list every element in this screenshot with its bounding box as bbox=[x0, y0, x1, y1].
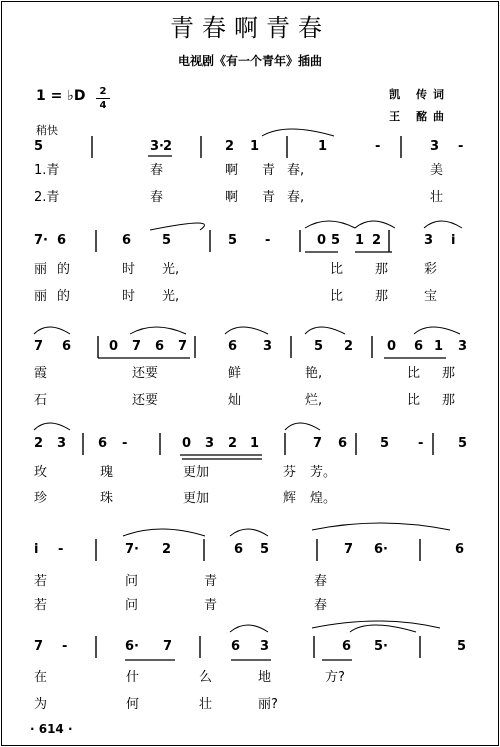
note: 6 bbox=[57, 233, 67, 248]
lyric-verse-1: 那 bbox=[442, 366, 456, 381]
note: i bbox=[34, 542, 39, 557]
lyric-verse-1: 更加 bbox=[183, 465, 210, 480]
note: 0 bbox=[387, 339, 397, 354]
lyric-verse-1: 瑰 bbox=[100, 465, 114, 480]
note: 6 bbox=[338, 436, 348, 451]
lyric-verse-2: 丽? bbox=[258, 697, 278, 712]
note: 5 bbox=[260, 542, 270, 557]
lyric-verse-1: 方? bbox=[325, 670, 345, 685]
lyric-verse-2: 壮 bbox=[430, 190, 444, 205]
note: 7 bbox=[344, 542, 354, 557]
dash-note: - bbox=[458, 139, 464, 154]
note: 6 bbox=[414, 339, 424, 354]
lyric-verse-1: 的 bbox=[57, 262, 71, 277]
note: 7 bbox=[132, 339, 142, 354]
note: 6 bbox=[98, 436, 108, 451]
lyric-verse-1: 比 bbox=[330, 262, 344, 277]
lyric-verse-1: 还要 bbox=[132, 366, 159, 381]
note: 5 bbox=[457, 639, 467, 654]
note: 6 bbox=[122, 233, 132, 248]
note: 2 bbox=[163, 139, 173, 154]
lyric-verse-2: 何 bbox=[126, 697, 140, 712]
key-signature: 1 = ♭D bbox=[36, 88, 86, 104]
time-divider bbox=[96, 98, 110, 99]
lyric-verse-1: 那 bbox=[375, 262, 389, 277]
lyric-verse-2: 2.青 bbox=[34, 190, 60, 205]
note: 0 bbox=[317, 233, 327, 248]
lyricist-credit: 凯 传词 bbox=[389, 88, 450, 101]
lyric-verse-2: 的 bbox=[57, 289, 71, 304]
lyric-verse-1: 芬 bbox=[283, 465, 297, 480]
note: 5 bbox=[458, 436, 468, 451]
lyric-verse-1: 彩 bbox=[424, 262, 438, 277]
lyric-verse-2: 若 bbox=[34, 598, 48, 613]
note: 2 bbox=[162, 542, 172, 557]
lyric-verse-2: 辉 bbox=[283, 491, 297, 506]
note: 5 bbox=[331, 233, 341, 248]
note: 2 bbox=[34, 436, 44, 451]
lyric-verse-2: 那 bbox=[375, 289, 389, 304]
note: 1 bbox=[250, 436, 260, 451]
dash-note: - bbox=[418, 436, 424, 451]
note: 6 bbox=[228, 339, 238, 354]
lyric-verse-1: 青 bbox=[262, 163, 276, 178]
note: 6 bbox=[455, 542, 465, 557]
lyric-verse-1: 时 bbox=[122, 262, 136, 277]
lyric-verse-1: 地 bbox=[258, 670, 272, 685]
lyric-verse-1: 芳。 bbox=[310, 465, 337, 480]
lyric-verse-1: 春 bbox=[150, 163, 164, 178]
lyric-verse-1: 问 bbox=[125, 574, 139, 589]
note: 1 bbox=[318, 139, 328, 154]
lyric-verse-2: 光, bbox=[162, 289, 180, 304]
note: 7 bbox=[34, 339, 44, 354]
lyric-verse-2: 更加 bbox=[183, 491, 210, 506]
lyric-verse-1: 在 bbox=[34, 670, 48, 685]
composer-credit: 王 酩曲 bbox=[389, 110, 450, 123]
lyric-verse-2: 壮 bbox=[199, 697, 213, 712]
note: 2 bbox=[225, 139, 235, 154]
note: 5· bbox=[374, 639, 388, 654]
dash-note: - bbox=[62, 639, 68, 654]
page-number: · 614 · bbox=[30, 722, 73, 736]
note: 0 bbox=[109, 339, 119, 354]
note: 7 bbox=[34, 639, 44, 654]
lyric-verse-1: 若 bbox=[34, 574, 48, 589]
lyric-verse-1: 么 bbox=[199, 670, 213, 685]
dash-note: - bbox=[265, 233, 271, 248]
note: 6 bbox=[155, 339, 165, 354]
lyric-verse-2: 比 bbox=[330, 289, 344, 304]
note: 6 bbox=[342, 639, 352, 654]
song-title: 青春啊青春 bbox=[170, 14, 330, 42]
lyric-verse-2: 时 bbox=[122, 289, 136, 304]
lyric-verse-2: 啊 bbox=[225, 190, 239, 205]
lyric-verse-2: 那 bbox=[442, 393, 456, 408]
lyric-verse-2: 问 bbox=[125, 598, 139, 613]
lyric-verse-1: 美 bbox=[430, 163, 444, 178]
note: 5 bbox=[34, 139, 44, 154]
lyric-verse-2: 丽 bbox=[34, 289, 48, 304]
note: 6 bbox=[234, 542, 244, 557]
note: i bbox=[451, 233, 456, 248]
note: 1 bbox=[355, 233, 365, 248]
note: 6· bbox=[125, 639, 139, 654]
note: 7 bbox=[163, 639, 173, 654]
lyric-verse-1: 比 bbox=[407, 366, 421, 381]
dash-note: - bbox=[58, 542, 64, 557]
lyric-verse-1: 青 bbox=[204, 574, 218, 589]
note: 3 bbox=[205, 436, 215, 451]
lyric-verse-1: 光, bbox=[162, 262, 180, 277]
note: 5 bbox=[314, 339, 324, 354]
dash-note: - bbox=[375, 139, 381, 154]
lyric-verse-1: 丽 bbox=[34, 262, 48, 277]
lyric-verse-1: 1.青 bbox=[34, 163, 60, 178]
lyric-verse-1: 鲜 bbox=[228, 366, 242, 381]
lyric-verse-2: 灿 bbox=[228, 393, 242, 408]
lyric-verse-2: 春 bbox=[314, 598, 328, 613]
note: 2 bbox=[228, 436, 238, 451]
lyric-verse-1: 什 bbox=[126, 670, 140, 685]
song-subtitle: 电视剧《有一个青年》插曲 bbox=[177, 54, 322, 68]
lyric-verse-2: 珠 bbox=[100, 491, 114, 506]
note: 3 bbox=[424, 233, 434, 248]
note: 5 bbox=[380, 436, 390, 451]
lyric-verse-2: 青 bbox=[204, 598, 218, 613]
note: 3 bbox=[260, 639, 270, 654]
note: 6· bbox=[374, 542, 388, 557]
note: 7 bbox=[178, 339, 188, 354]
note: 2 bbox=[344, 339, 354, 354]
note: 1 bbox=[434, 339, 444, 354]
lyric-verse-2: 珍 bbox=[34, 491, 48, 506]
time-signature bbox=[96, 86, 110, 111]
note: 1 bbox=[250, 139, 260, 154]
lyric-verse-1: 春, bbox=[287, 163, 305, 178]
lyric-verse-2: 还要 bbox=[132, 393, 159, 408]
note: 5 bbox=[162, 233, 172, 248]
note: 3· bbox=[150, 139, 164, 154]
note: 5 bbox=[228, 233, 238, 248]
lyric-verse-1: 啊 bbox=[225, 163, 239, 178]
lyric-verse-2: 宝 bbox=[424, 289, 438, 304]
dash-note: - bbox=[122, 436, 128, 451]
lyric-verse-2: 春, bbox=[287, 190, 305, 205]
lyric-verse-2: 为 bbox=[34, 697, 48, 712]
lyric-verse-2: 烂, bbox=[305, 393, 323, 408]
tempo-marking: 稍快 bbox=[36, 124, 58, 137]
time-top: 2 bbox=[99, 86, 107, 97]
lyric-verse-2: 青 bbox=[262, 190, 276, 205]
lyric-verse-1: 玫 bbox=[34, 465, 48, 480]
lyric-verse-2: 春 bbox=[150, 190, 164, 205]
note: 3 bbox=[57, 436, 67, 451]
lyric-verse-1: 春 bbox=[314, 574, 328, 589]
note: 7· bbox=[125, 542, 139, 557]
note: 0 bbox=[182, 436, 192, 451]
note: 3 bbox=[458, 339, 468, 354]
lyric-verse-2: 石 bbox=[34, 393, 48, 408]
lyric-verse-2: 煌。 bbox=[310, 491, 337, 506]
lyric-verse-2: 比 bbox=[407, 393, 421, 408]
note: 7· bbox=[34, 233, 48, 248]
note: 7 bbox=[313, 436, 323, 451]
note: 3 bbox=[430, 139, 440, 154]
note: 6 bbox=[62, 339, 72, 354]
time-bottom: 4 bbox=[99, 100, 107, 111]
lyric-verse-1: 艳, bbox=[305, 366, 323, 381]
note: 2 bbox=[372, 233, 382, 248]
note: 6 bbox=[231, 639, 241, 654]
lyric-verse-1: 霞 bbox=[34, 366, 48, 381]
note: 3 bbox=[263, 339, 273, 354]
